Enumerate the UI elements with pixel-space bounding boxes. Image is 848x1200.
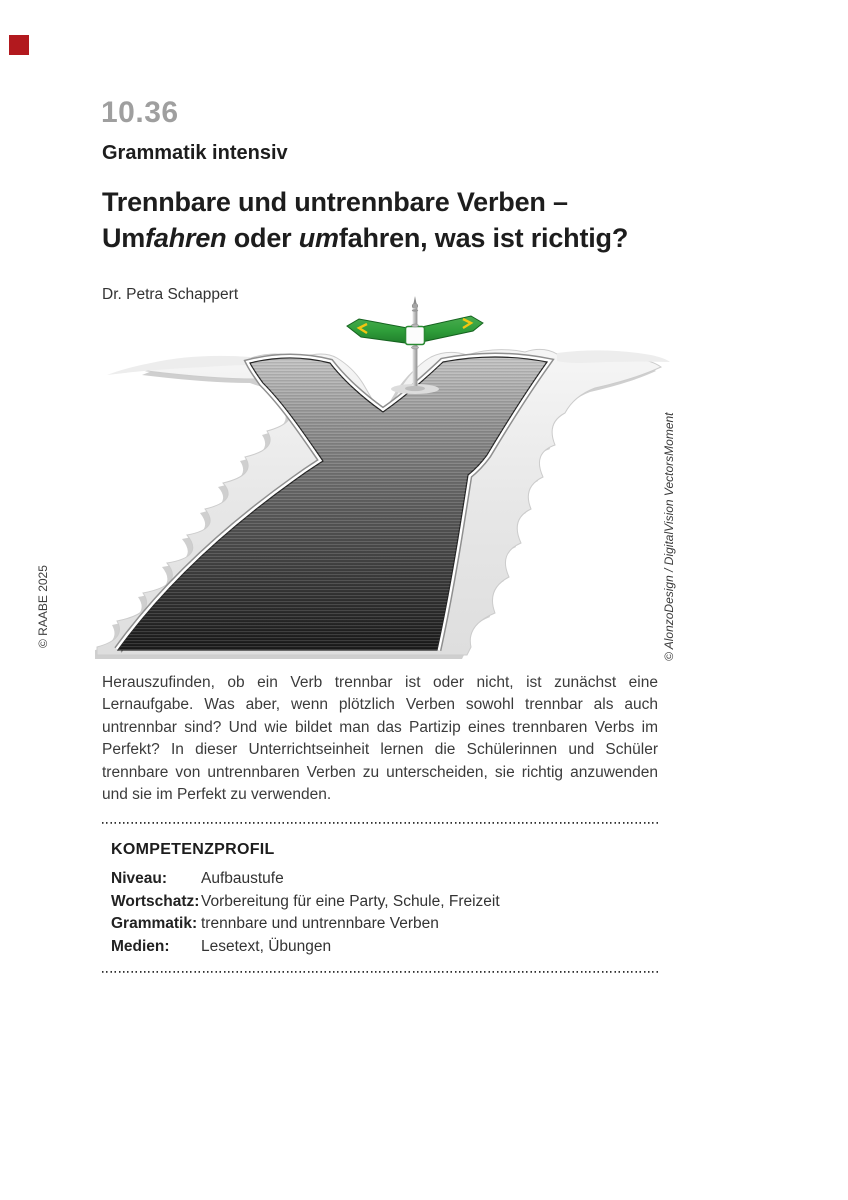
title-seg: fahren, was ist richtig?: [338, 223, 629, 253]
series-title: Grammatik intensiv: [102, 142, 288, 164]
title-seg: Um: [102, 223, 146, 253]
profile-value: Aufbaustufe: [201, 870, 284, 887]
profile-value: trennbare und untrennbare Verben: [201, 915, 439, 933]
profile-heading: KOMPETENZPROFIL: [111, 841, 275, 858]
image-credit: © AlonzoDesign / DigitalVision VectorsMoment: [662, 412, 676, 661]
wisp-right: [557, 350, 670, 363]
intro-paragraph: Herauszufinden, ob ein Verb trennbar ist oder nicht, ist zunächst eine Lernaufgabe. Was aber, wenn plötzlich Verben sowohl trennbar als auch untrennbar sind? Und wie bildet man das Partizip eines trennbaren Verbs im Perfekt? In dieser Unterrichtseinheit lernen die Schülerinnen und Schüler trennbare von untrennbaren Verben zu unterscheiden, sie richtig anzuwenden und sie im Perfekt zu verwenden.: [102, 674, 658, 804]
unit-code: 10.36: [101, 96, 179, 129]
profile-label: Grammatik:: [111, 915, 198, 933]
author-name: Dr. Petra Schappert: [102, 286, 239, 303]
title-seg-italic: fahren: [145, 223, 227, 253]
profile-label: Medien:: [111, 938, 170, 956]
title-line-1: Trennbare und untrennbare Verben –: [102, 187, 568, 217]
profile-label: Niveau:: [111, 870, 167, 887]
profile-value: Lesetext, Übungen: [201, 938, 332, 956]
profile-label: Wortschatz:: [111, 892, 200, 910]
title-seg-italic: um: [298, 223, 339, 253]
raabe-brand-square: [9, 35, 29, 55]
dotted-rule-bottom: [102, 971, 658, 973]
fork-road-illustration: [95, 295, 670, 665]
competence-profile: [111, 871, 658, 955]
page-title: [102, 184, 682, 256]
title-seg: oder: [226, 223, 299, 253]
copyright-raabe: © RAABE 2025: [36, 565, 50, 648]
profile-value: Vorbereitung für eine Party, Schule, Freizeit: [201, 892, 500, 910]
dotted-rule-top: [102, 822, 658, 824]
